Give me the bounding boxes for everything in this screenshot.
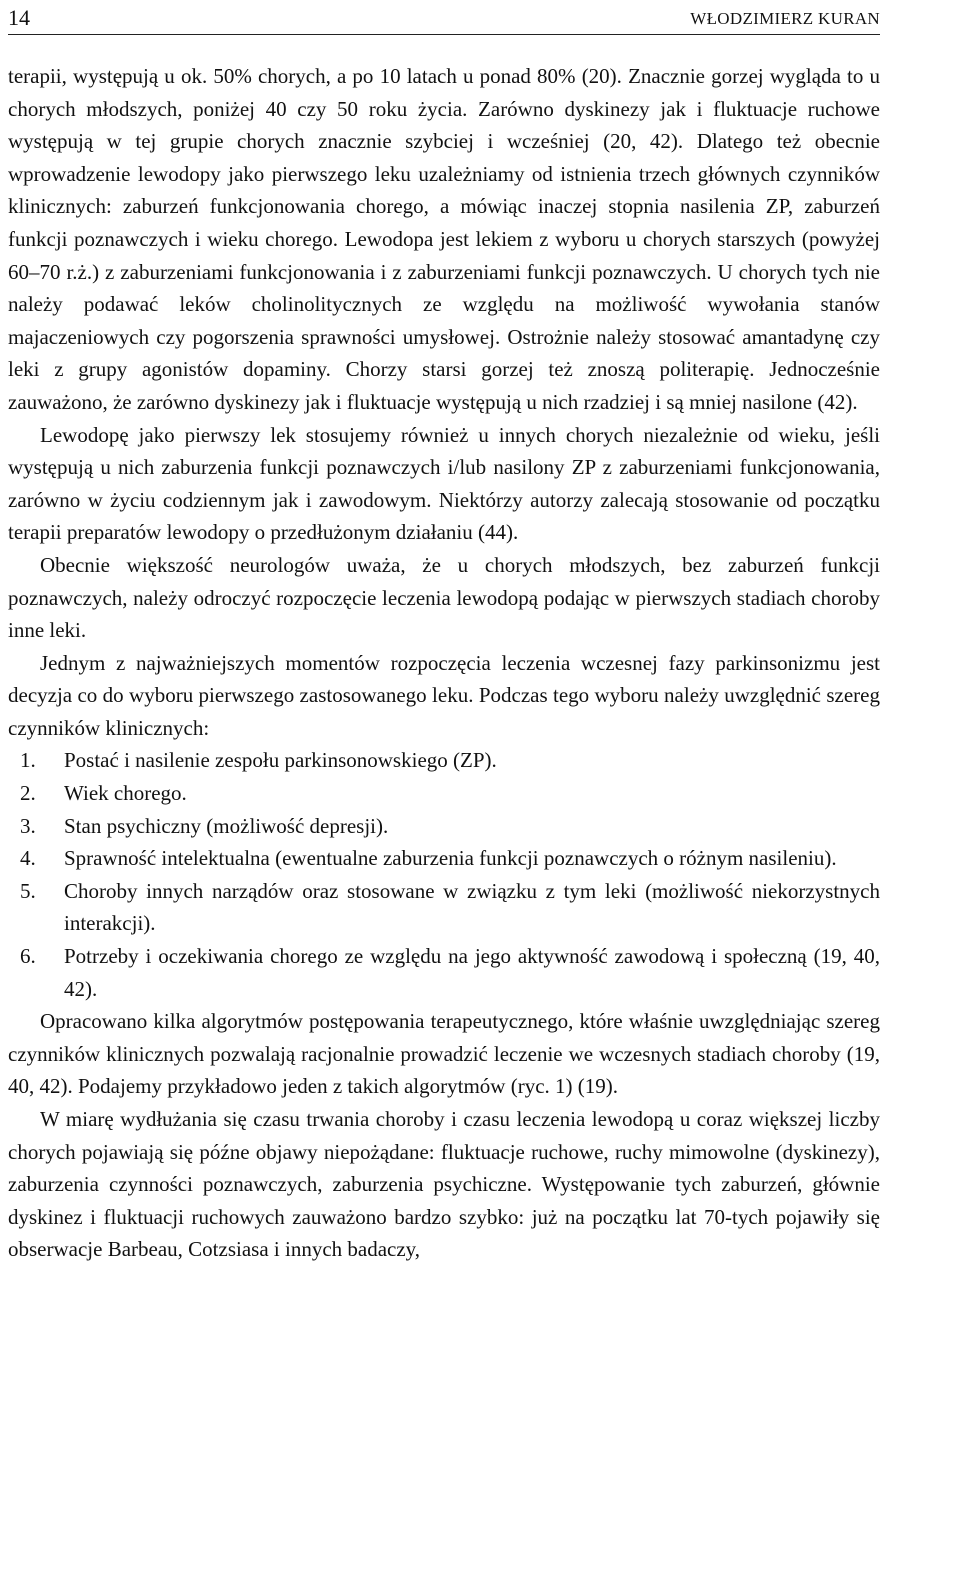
paragraph: Obecnie większość neurologów uważa, że u chorych młodszych, bez zaburzeń funkcji poznawczych, należy odroczyć rozpoczęcie leczenia lewodopą podając w pierwszych stadiach choroby inne leki. [8,552,880,643]
page-number: 14 [8,5,30,30]
list-item-text: Choroby innych narządów oraz stosowane w związku z tym leki (możliwość niekorzystnych interakcji). [64,878,880,936]
list-item-number: 4. [20,846,36,871]
list-item-text: Sprawność intelektualna (ewentualne zaburzenia funkcji poznawczych o różnym nasileniu). [64,846,837,871]
page-header [8,4,880,35]
list-item [8,940,880,1005]
list-item-number: 2. [20,781,36,806]
list-item-text: Potrzeby i oczekiwania chorego ze względu na jego aktywność zawodową i społeczną (19, 40, 42). [64,944,880,1001]
paragraph: Lewodopę jako pierwszy lek stosujemy również u innych chorych niezależnie od wieku, jeśli występują u nich zaburzenia funkcji poznawczych i/lub nasilony ZP z zaburzeniami funkcjonowania, zarówno w życiu codziennym jak i zawodowym. Niektórzy autorzy zalecają stosowanie od początku terapii preparatów lewodopy o przedłużonym działaniu (44). [8,422,880,545]
clinical-factors-list [8,744,880,1005]
list-item [8,810,880,843]
paragraph: W miarę wydłużania się czasu trwania choroby i czasu leczenia lewodopą u coraz większej liczby chorych pojawiają się późne objawy niepożądane: fluktuacje ruchowe, ruchy mimowolne (dyskinezy), zaburzenia czynności poznawczych, zaburzenia psychiczne. Występowanie tych zaburzeń, głównie dyskinez i fluktuacji ruchowych zauważono bardzo szybko: już na początku lat 70-tych pojawiły się obserwacje Barbeau, Cotzsiasa i innych badaczy, [8,1107,880,1262]
list-item [8,875,880,940]
list-item-number: 6. [20,944,36,969]
list-item-number: 5. [20,878,36,903]
paragraph: Opracowano kilka algorytmów postępowania terapeutycznego, które właśnie uwzględniając szereg czynników klinicznych pozwalają racjonalnie prowadzić leczenie we wczesnych stadiach choroby (19, 40, 42). Podajemy przykładowo jeden z takich algorytmów (ryc. 1) (19). [8,1009,880,1099]
running-head-author: WŁODZIMIERZ KURAN [690,9,880,28]
body-text [8,60,880,1266]
list-item-text: Stan psychiczny (możliwość depresji). [64,813,389,838]
list-item [8,842,880,875]
list-item [8,744,880,777]
paragraph-continuation: terapii, występują u ok. 50% chorych, a po 10 latach u ponad 80% (20). Znacznie gorzej wygląda to u chorych młodszych, poniżej 40 czy 50 roku życia. Zarówno dyskinezy jak i fluktuacje ruchowe występują w tej grupie chorych znacznie szybciej i wcześniej (20, 42). Dlatego też obecnie wprowadzenie lewodopy jako pierwszego leku uzależniamy od istnienia trzech głównych czynników klinicznych: zaburzeń funkcjonowania chorego, a mówiąc inaczej stopnia nasilenia ZP, zaburzeń funkcji poznawczych i wieku chorego. Lewodopa jest lekiem z wyboru u chorych starszych (powyżej 60–70 r.ż.) z zaburzeniami funkcjonowania i z zaburzeniami funkcji poznawczych. U chorych tych nie należy podawać leków cholinolitycznych ze względu na możliwość wywołania stanów majaczeniowych czy pogorszenia sprawności umysłowej. Ostrożnie należy stosować amantadynę czy leki z grupy agonistów dopaminy. Chorzy starsi gorzej też znoszą politerapię. Jednocześnie zauważono, że zarówno dyskinezy jak i fluktuacje występują u nich rzadziej i są mniej nasilone (42). [8,64,880,414]
list-item-text: Wiek chorego. [64,781,187,806]
paragraph: Jednym z najważniejszych momentów rozpoczęcia leczenia wczesnej fazy parkinsonizmu jest decyzja co do wyboru pierwszego zastosowanego leku. Podczas tego wyboru należy uwzględnić szereg czynników klinicznych: [8,650,880,740]
list-item-text: Postać i nasilenie zespołu parkinsonowskiego (ZP). [64,748,497,773]
list-item [8,777,880,810]
list-item-number: 1. [20,748,36,773]
list-item-number: 3. [20,813,36,838]
